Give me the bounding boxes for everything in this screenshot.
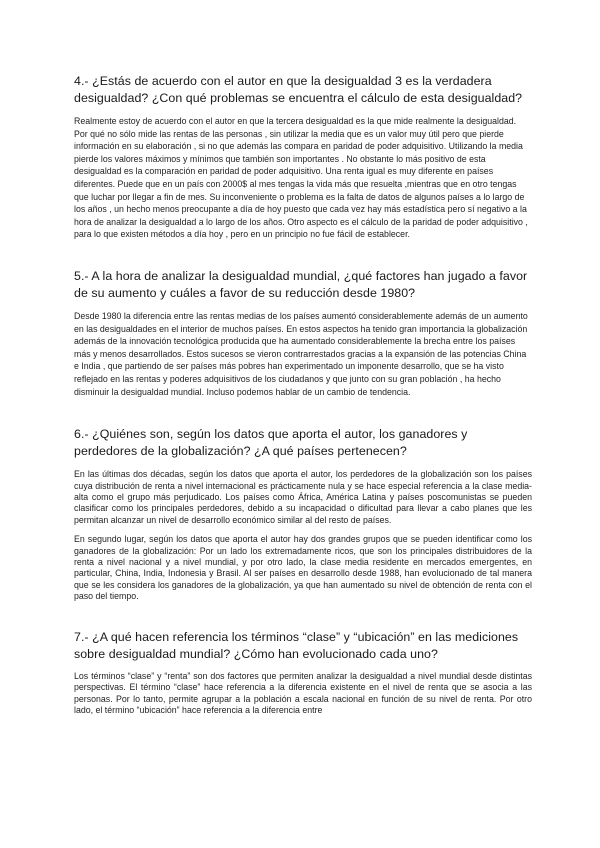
question-7-answer: Los términos “clase” y “renta” son dos factores que permiten analizar la desigualdad a nivel mundial desde distintas perspectivas. El término “clase” hace referencia a la diferencia existente en el nivel de renta que se asocia a las personas. Por lo tanto, permite agrupar a la población a escala nacional en función de su nivel de renta. Por otro lado, el término “ubicación” hace referencia a la diferencia entre bbox=[74, 670, 532, 716]
paragraph-spacer bbox=[74, 526, 532, 534]
question-6-answer-paragraph-1: En las últimas dos décadas, según los datos que aporta el autor, los perdedores de la globalización son los países cuya distribución de renta a nivel internacional es prácticamente nula y se hace especial referencia a la clase media-alta como el grupo más perjudicado. Los países como África, América Latina y países poscomunistas se pueden clasificar como los principales perdedores, debido a su incapacidad o dificultad para llevar a cabo planes que les permitan alcanzar un nivel de desarrollo económico similar al del resto de países. bbox=[74, 469, 532, 525]
question-5-section bbox=[74, 268, 532, 398]
question-5-answer: Desde 1980 la diferencia entre las rentas medias de los países aumentó considerablemente además de un aumento en las desigualdades en el interior de muchos países. En estos aspectos ha tenido gran importancia la globalización además de la innovación tecnológica producida que ha aumentado considerablemente la brecha entre los países más y menos desarrollados. Estos sucesos se vieron contrarrestados gracias a la expansión de las potencias China e India , que partiendo de ser países más pobres han experimentado un imponente desarrollo, que se ha visto reflejado en las rentas y poderes adquisitivos de los ciudadanos y que junto con su gran población , ha hecho disminuir la desigualdad mundial. Incluso podemos hablar de un cambio de tendencia. bbox=[74, 310, 528, 397]
question-4-answer: Realmente estoy de acuerdo con el autor en que la tercera desigualdad es la que mide realmente la desigualdad. Por qué no sólo mide las rentas de las personas , sin utilizar la media que es un valor muy útil pero que pierde información en su elaboración , si no que además las compara en paridad de poder adquisitivo. Utilizando la media pierde los valores máximos y mínimos que también son importantes . No obstante lo más positivo de esta desigualdad es la comparación en paridad de poder adquisitivo. Una renta igual es muy diferente en países diferentes. Puede que en un país con 2000$ al mes tengas la vida más que resuelta ,mientras que en otro tengas que luchar por llegar a fin de mes. Su inconveniente o problema es la falta de datos de algunos países a lo largo de los años , un hecho menos preocupante a día de hoy puesto que cada vez hay más estadística pero sí negativo a la hora de analizar la desigualdad a lo largo de los años. Otro aspecto es el cálculo de la paridad de poder adquisitivo , para lo que existen métodos a día hoy , pero en un principio no fue fácil de establecer. bbox=[74, 116, 528, 240]
question-4-section bbox=[74, 73, 532, 241]
question-6-heading: 6.- ¿Quiénes son, según los datos que aporta el autor, los ganadores y perdedores de la globalización? ¿A qué países pertenecen? bbox=[74, 427, 468, 459]
question-7-heading: 7.- ¿A qué hacen referencia los términos “clase” y “ubicación” en las mediciones sobre desigualdad mundial? ¿Cómo han evolucionado cada uno? bbox=[74, 629, 519, 661]
question-6-section bbox=[74, 426, 532, 602]
document-body bbox=[74, 73, 532, 717]
question-7-section bbox=[74, 629, 532, 717]
question-6-answer-paragraph-2: En segundo lugar, según los datos que aporta el autor hay dos grandes grupos que se pueden identificar como los ganadores de la globalización: Por un lado los extremadamente ricos, que son los principales distribuidores de la renta a nivel nacional y a nivel mundial, y por otro lado, la clase media residente en mercados emergentes, en particular, China, India, Indonesia y Brasil. Al ser países en desarrollo desde 1988, han evolucionado de tal manera que se les considera los ganadores de la globalización, ya que han aumentado su nivel de obtención de renta con el paso del tiempo. bbox=[74, 534, 532, 602]
question-5-heading: 5.- A la hora de analizar la desigualdad mundial, ¿qué factores han jugado a favor de su aumento y cuáles a favor de su reducción desde 1980? bbox=[74, 268, 528, 300]
question-4-heading: 4.- ¿Estás de acuerdo con el autor en que la desigualdad 3 es la verdadera desigualdad? ¿Con qué problemas se encuentra el cálculo de esta desigualdad? bbox=[74, 74, 523, 105]
